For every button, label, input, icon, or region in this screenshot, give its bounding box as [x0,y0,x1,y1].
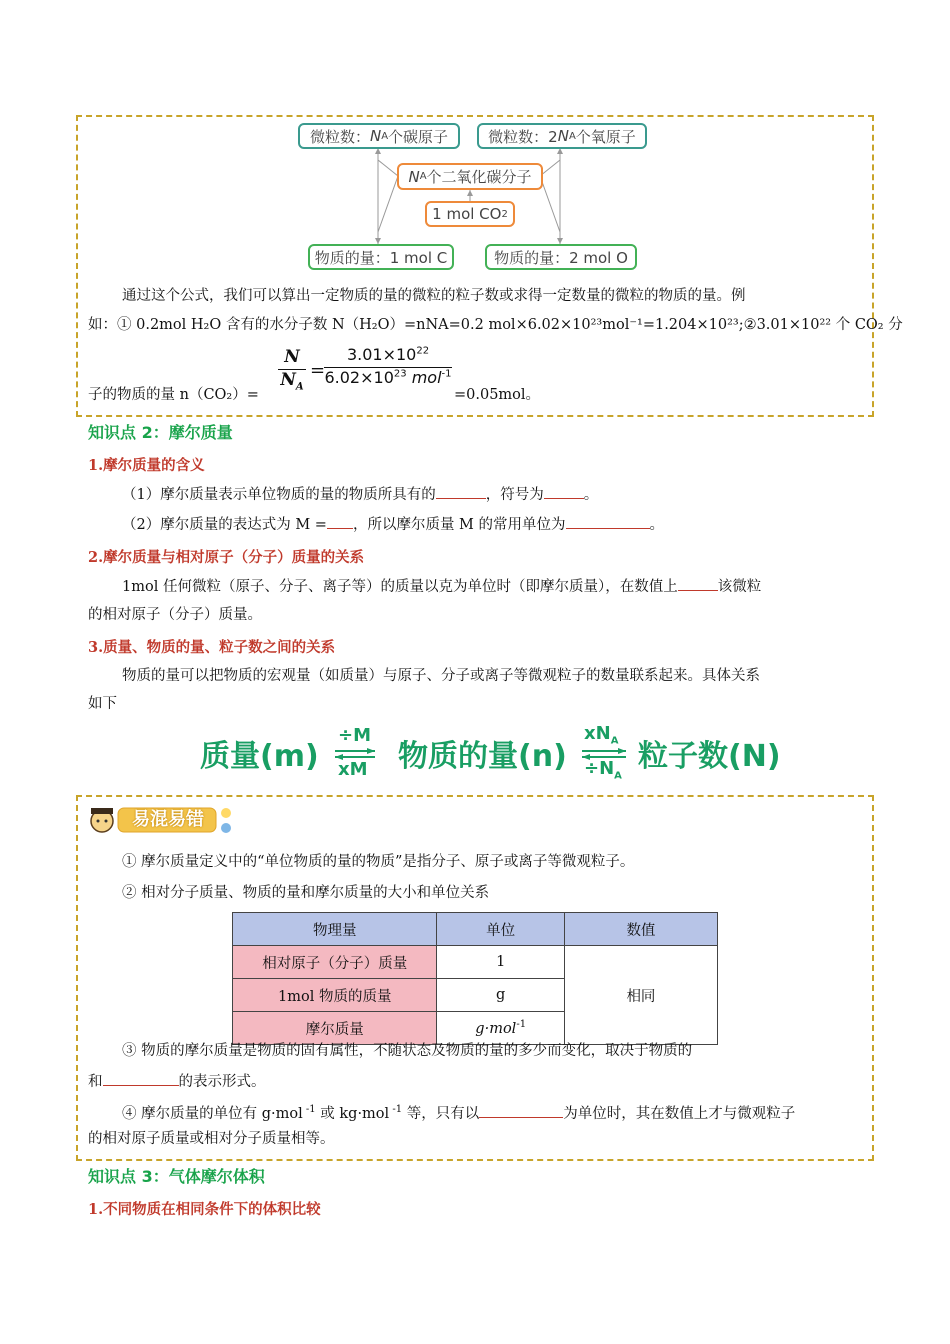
kp2-title: 知识点 2：摩尔质量 [88,423,233,442]
intro-line-2: 如：① 0.2mol H₂O 含有的水分子数 N（H₂O）=nNA=0.2 mol×6.02×10²³mol⁻¹=1.204×10²³;②3.01×10²² 个 CO₂ 分 [88,317,903,333]
kp3-title: 知识点 3：气体摩尔体积 [88,1167,265,1186]
pitfall-badge [88,801,238,837]
frac-right-den: $6.02\times 10^{23}$ mol$^{-1}$ [324,368,452,387]
node-mol-carbon: 物质的量：1 mol C [308,244,454,270]
pitfall-note-4-cont: 的相对原子质量或相对分子质量相等。 [88,1131,335,1147]
blank-2[interactable] [544,484,584,499]
rel-arrow2-top: $xN_A$ [584,723,619,747]
units-table [232,912,718,1045]
table-cell: g [437,979,564,1012]
pitfall-note-3-cont: 和 的表示形式。 [88,1071,266,1092]
intro-line-3-prefix: 子的物质的量 n（CO₂）= [88,387,259,403]
table-header: 物理量 [233,913,437,946]
pitfall-note-4: ④ 摩尔质量的单位有 g·mol $^{-1}$ 或 kg·mol $^{-1}$ 等，只有以 为单位时，其在数值上才与微观粒子 [122,1104,796,1122]
rel-mass: 质量(m) [200,739,319,774]
kp2-p4: 物质的量可以把物质的宏观量（如质量）与原子、分子或离子等微观粒子的数量联系起来。具体关系 [122,668,760,684]
kp2-p2: （2）摩尔质量的表达式为 M = ，所以摩尔质量 M 的常用单位为 。 [122,514,664,535]
frac-right-num: $3.01\times 10^{22}$ [346,345,430,364]
rel-particles: 粒子数(N) [638,739,781,774]
kp2-sub3: 3.质量、物质的量、粒子数之间的关系 [88,639,336,656]
table-header: 单位 [437,913,564,946]
formula-fraction-left [278,347,306,392]
formula-equals: = [310,360,326,381]
blank-1[interactable] [436,484,486,499]
node-1mol-co2: 1 mol CO 2 [425,201,515,227]
pitfall-note-3: ③ 物质的摩尔质量是物质的固有属性，不随状态及物质的量的多少而变化，取决于物质的 [122,1043,693,1059]
table-row [233,946,718,979]
node-mol-oxygen: 物质的量：2 mol O [485,244,637,270]
kp2-p3: 1mol 任何微粒（原子、分子、离子等）的质量以克为单位时（即摩尔质量），在数值上 该微粒 [122,576,761,597]
kp2-sub2: 2.摩尔质量与相对原子（分子）质量的关系 [88,549,365,566]
node-carbon-particles: 微粒数： N A 个碳原子 [298,123,460,149]
blank-4[interactable] [566,514,650,529]
kp2-p3-cont: 的相对原子（分子）质量。 [88,607,262,623]
table-cell: 相对原子（分子）质量 [233,946,437,979]
blank-3[interactable] [327,514,353,529]
kp2-p4-cont: 如下 [88,696,117,712]
intro-line-1: 通过这个公式，我们可以算出一定物质的量的微粒的粒子数或求得一定数量的微粒的物质的量。例 [122,288,746,304]
table-cell: 1 [437,946,564,979]
pitfall-note-2: ② 相对分子质量、物质的量和摩尔质量的大小和单位关系 [122,885,490,901]
kp3-sub1: 1.不同物质在相同条件下的体积比较 [88,1201,321,1218]
table-cell: 1mol 物质的质量 [233,979,437,1012]
table-header: 数值 [564,913,717,946]
table-header-row [233,913,718,946]
frac-left-num: N [284,347,300,367]
rel-arrow1-bottom: xM [338,759,368,780]
kp2-sub1: 1.摩尔质量的含义 [88,457,205,474]
rel-arrow2-bottom: $\div N_A$ [584,758,622,782]
rel-arrow1-top: ÷M [338,725,371,746]
rel-amount: 物质的量(n) [398,739,567,774]
intro-line-3-suffix: =0.05mol。 [454,387,541,403]
table-cell-merged: 相同 [564,946,717,1045]
node-oxygen-particles: 微粒数：2 N A 个氧原子 [477,123,647,149]
pitfall-note-1: ① 摩尔质量定义中的“单位物质的量的物质”是指分子、原子或离子等微观粒子。 [122,854,635,870]
blank-5[interactable] [678,576,718,591]
table-cell: g·mol$^{-1}$ [437,1012,564,1045]
table-cell: 摩尔质量 [233,1012,437,1045]
formula-fraction-right [324,345,452,387]
blank-7[interactable] [479,1103,563,1118]
node-co2-molecules: N A 个二氧化碳分子 [397,163,543,190]
kp2-p1: （1）摩尔质量表示单位物质的量的物质所具有的 ，符号为 。 [122,484,598,505]
frac-left-den: $N_A$ [278,369,306,392]
pitfall-badge-label: 易混易错 [132,809,204,830]
blank-6[interactable] [103,1071,179,1086]
